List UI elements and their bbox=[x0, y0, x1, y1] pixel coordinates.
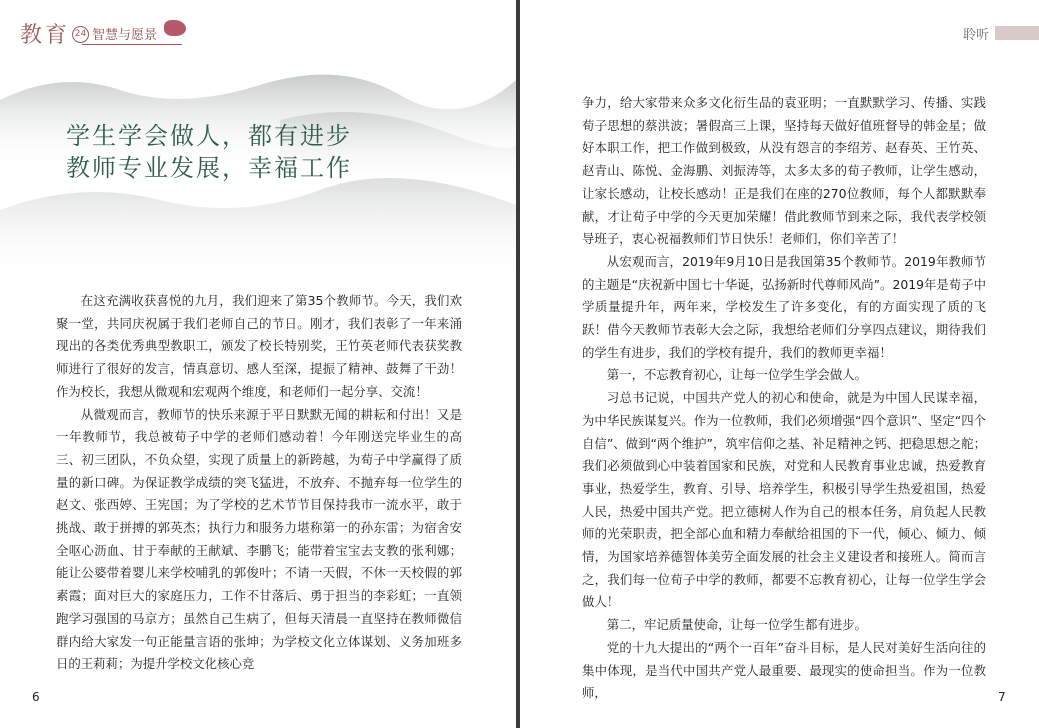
paragraph: 第一，不忘教育初心，让每一位学生学会做人。 bbox=[606, 367, 867, 383]
page-number-left: 6 bbox=[32, 690, 40, 704]
section-label: 聆听 bbox=[962, 28, 989, 43]
brand-subtitle: 智慧与愿景 bbox=[92, 28, 158, 43]
paragraph: 党的十九大提出的“两个一百年”奋斗目标，是人民对美好生活向往的集中体现，是当代中国共产党人最重要、最现实的使命担当。作为一位教师， bbox=[582, 639, 986, 701]
brand-title: 教育 bbox=[20, 23, 71, 48]
left-header bbox=[20, 16, 500, 46]
paragraph: 习总书记说，中国共产党人的初心和使命，就是为中国人民谋幸福，为中华民族谋复兴。作为一位教师，我们必须增强“四个意识”、坚定“四个自信”、做到“两个维护”，筑牢信仰之基、补足精神之钙、把稳思想之舵；我们必须做到心中装着国家和民族，对党和人民教育事业忠诚，热爱教育事业，热爱学生，教育、引导、培养学生，积极引导学生热爱祖国，热爱人民，热爱中国共产党。把立德树人作为自己的根本任务，肩负起人民教师的光荣职责，把全部心血和精力奉献给祖国的下一代，倾心、倾力、倾情，为国家培养德智体美劳全面发展的社会主义建设者和接班人。简而言之，我们每一位荀子中学的教师，都要不忘教育初心，让每一位学生学会做人！ bbox=[582, 390, 986, 610]
right-page bbox=[520, 0, 1039, 728]
ink-seal-icon bbox=[164, 20, 186, 36]
header-tab-bar bbox=[995, 26, 1039, 40]
paragraph: 从微观而言，教师节的快乐来源于平日默默无闻的耕耘和付出！又是一年教师节，我总被荀子中学的老师们感动着！今年刚送完毕业生的高三、初三团队，不负众望，实现了质量上的新跨越，为荀子中学赢得了质量的新口碑。为保证教学成绩的突飞猛进，不放弃、不抛弃每一位学生的赵文、张西婷、王宪国；为了学校的艺术节节目保持我市一流水平，敢于挑战、敢于拼搏的郭英杰；执行力和服务力堪称第一的孙东雷；为宿舍安全呕心沥血、甘于奉献的王献斌、李鹏飞；能带着宝宝去支教的张利娜；能让公婆带着婴儿来学校哺乳的郭俊叶；不请一天假，不休一天校假的郭素霞；面对巨大的家庭压力，工作不甘落后、勇于担当的李彩虹；一直领跑学习强国的马京方；虽然自己生病了，但每天清晨一直坚持在教师微信群内给大家发一句正能量言语的张坤；为学校文化立体谋划、义务加班多日的王莉莉；为提升学校文化核心竞 bbox=[56, 406, 462, 672]
brand-circle-badge: 24 bbox=[72, 26, 89, 43]
article-title bbox=[66, 120, 352, 184]
left-page bbox=[0, 0, 516, 728]
right-header bbox=[839, 24, 1039, 44]
right-body-text bbox=[582, 92, 986, 705]
brand-underline bbox=[82, 44, 182, 45]
paragraph: 在这充满收获喜悦的九月，我们迎来了第35个教师节。今天，我们欢聚一堂，共同庆祝属于我们老师自己的节日。刚才，我们表彰了一年来涌现出的各类优秀典型教职工，颁发了校长特别奖，王竹英老师代表获奖教师进行了很好的发言，情真意切、感人至深，提振了精神、鼓舞了干劲！作为校长，我想从微观和宏观两个维度，和老师们一起分享、交流！ bbox=[56, 293, 462, 399]
paragraph: 从宏观而言，2019年9月10日是我国第35个教师节。2019年教师节的主题是“庆祝新中国七十华诞，弘扬新时代尊师风尚”。2019年是荀子中学质量提升年，两年来，学校发生了许多变化，有的方面实现了质的飞跃！借今天教师节表彰大会之际，我想给老师们分享四点建议，期待我们的学生有进步，我们的学校有提升，我们的教师更幸福！ bbox=[582, 253, 986, 360]
left-body-text bbox=[56, 290, 462, 676]
title-line-2: 教师专业发展，幸福工作 bbox=[66, 154, 352, 182]
paragraph: 第二，牢记质量使命，让每一位学生都有进步。 bbox=[606, 617, 867, 633]
title-line-1: 学生学会做人，都有进步 bbox=[66, 122, 352, 150]
paragraph: 争力，给大家带来众多文化衍生品的袁亚明；一直默默学习、传播、实践荀子思想的蔡洪波；暑假高三上课，坚持每天做好值班督导的韩金星；做好本职工作，把工作做到极致，从没有怨言的李绍芳、赵春英、王竹英、赵青山、陈悦、金海鹏、刘振涛等，太多太多的荀子教师，让学生感动，让家长感动，让校长感动！正是我们在座的270位教师，每个人都默默奉献，才让荀子中学的今天更加荣耀！借此教师节到来之际，我代表学校领导班子，衷心祝福教师们节日快乐！老师们，你们辛苦了！ bbox=[582, 95, 986, 247]
page-number-right: 7 bbox=[998, 690, 1006, 704]
